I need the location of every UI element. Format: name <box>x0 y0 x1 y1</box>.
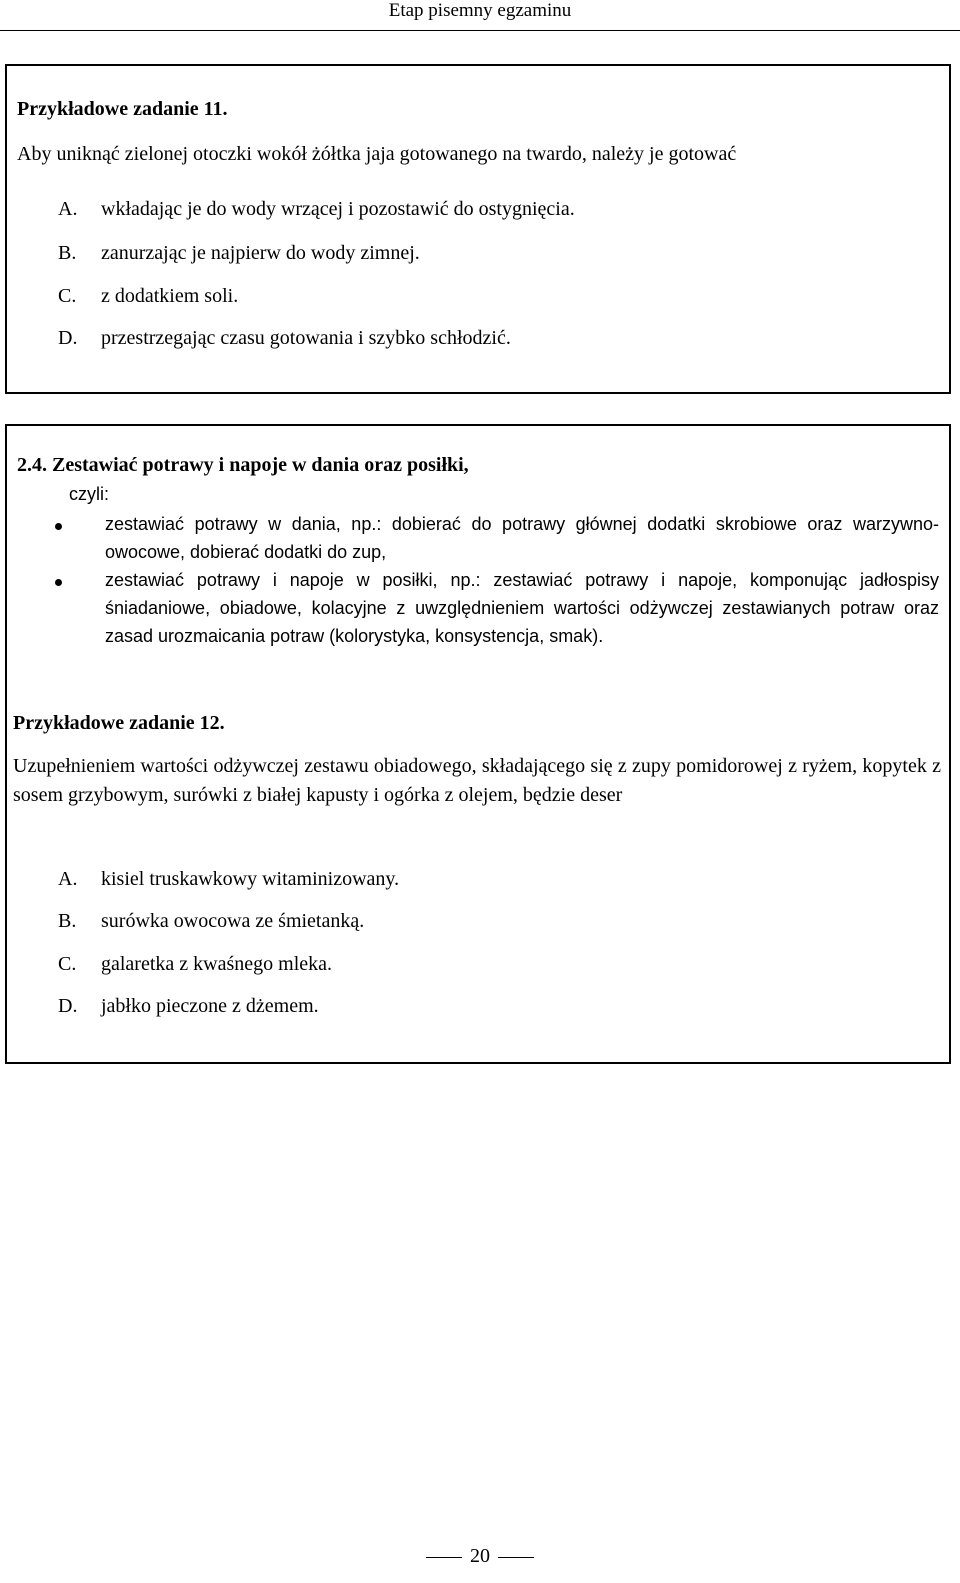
section-bullet-2: zestawiać potrawy i napoje w posiłki, np.: zestawiać potrawy i napoje, komponując jadłospisy śniadaniowe, obiadowe, kolacyjne z uwzględnieniem wartości odżywczej zestawianych potraw oraz zasad urozmaicania potraw (kolorystyka, konsystencja, smak). <box>105 570 939 646</box>
option-letter: C. <box>58 953 77 975</box>
option-text: kisiel truskawkowy witaminizowany. <box>101 868 400 890</box>
task-11-box <box>5 64 951 394</box>
option-letter: A. <box>58 198 78 220</box>
option-letter: B. <box>58 910 77 932</box>
task-11-question: Aby uniknąć zielonej otoczki wokół żółtka jaja gotowanego na twardo, należy je gotować <box>17 143 737 165</box>
page-number <box>0 1545 960 1568</box>
task-12-title: Przykładowe zadanie 12. <box>13 712 225 734</box>
option-text: z dodatkiem soli. <box>101 285 239 307</box>
dash-icon <box>498 1557 534 1558</box>
section-bullet-1: zestawiać potrawy w dania, np.: dobierać do potrawy głównej dodatki skrobiowe oraz warzywno-owocowe, dobierać dodatki do zup, <box>105 514 939 562</box>
page-number-text: 20 <box>470 1545 490 1567</box>
option-text: wkładając je do wody wrzącej i pozostawić do ostygnięcia. <box>101 198 575 220</box>
option-letter: D. <box>58 327 78 349</box>
header-title: Etap pisemny egzaminu <box>388 0 572 21</box>
option-text: galaretka z kwaśnego mleka. <box>101 953 333 975</box>
option-text: zanurzając je najpierw do wody zimnej. <box>101 242 420 264</box>
option-letter: D. <box>58 995 78 1017</box>
bullet-icon <box>55 523 62 530</box>
option-letter: C. <box>58 285 77 307</box>
option-letter: A. <box>58 868 78 890</box>
section-title: 2.4. Zestawiać potrawy i napoje w dania oraz posiłki, <box>17 454 469 476</box>
option-text: przestrzegając czasu gotowania i szybko schłodzić. <box>101 327 511 349</box>
page-header <box>0 0 960 31</box>
bullet-icon <box>55 579 62 586</box>
option-text: surówka owocowa ze śmietanką. <box>101 910 365 932</box>
dash-icon <box>426 1557 462 1558</box>
section-box <box>5 424 951 1064</box>
option-letter: B. <box>58 242 77 264</box>
task-12-question: Uzupełnieniem wartości odżywczej zestawu obiadowego, składającego się z zupy pomidorowej z ryżem, kopytek z sosem grzybowym, surówki z białej kapusty i ogórka z olejem, będzie deser <box>13 755 941 806</box>
section-czyli: czyli: <box>69 484 109 504</box>
option-text: jabłko pieczone z dżemem. <box>101 995 319 1017</box>
task-11-title: Przykładowe zadanie 11. <box>17 98 228 120</box>
